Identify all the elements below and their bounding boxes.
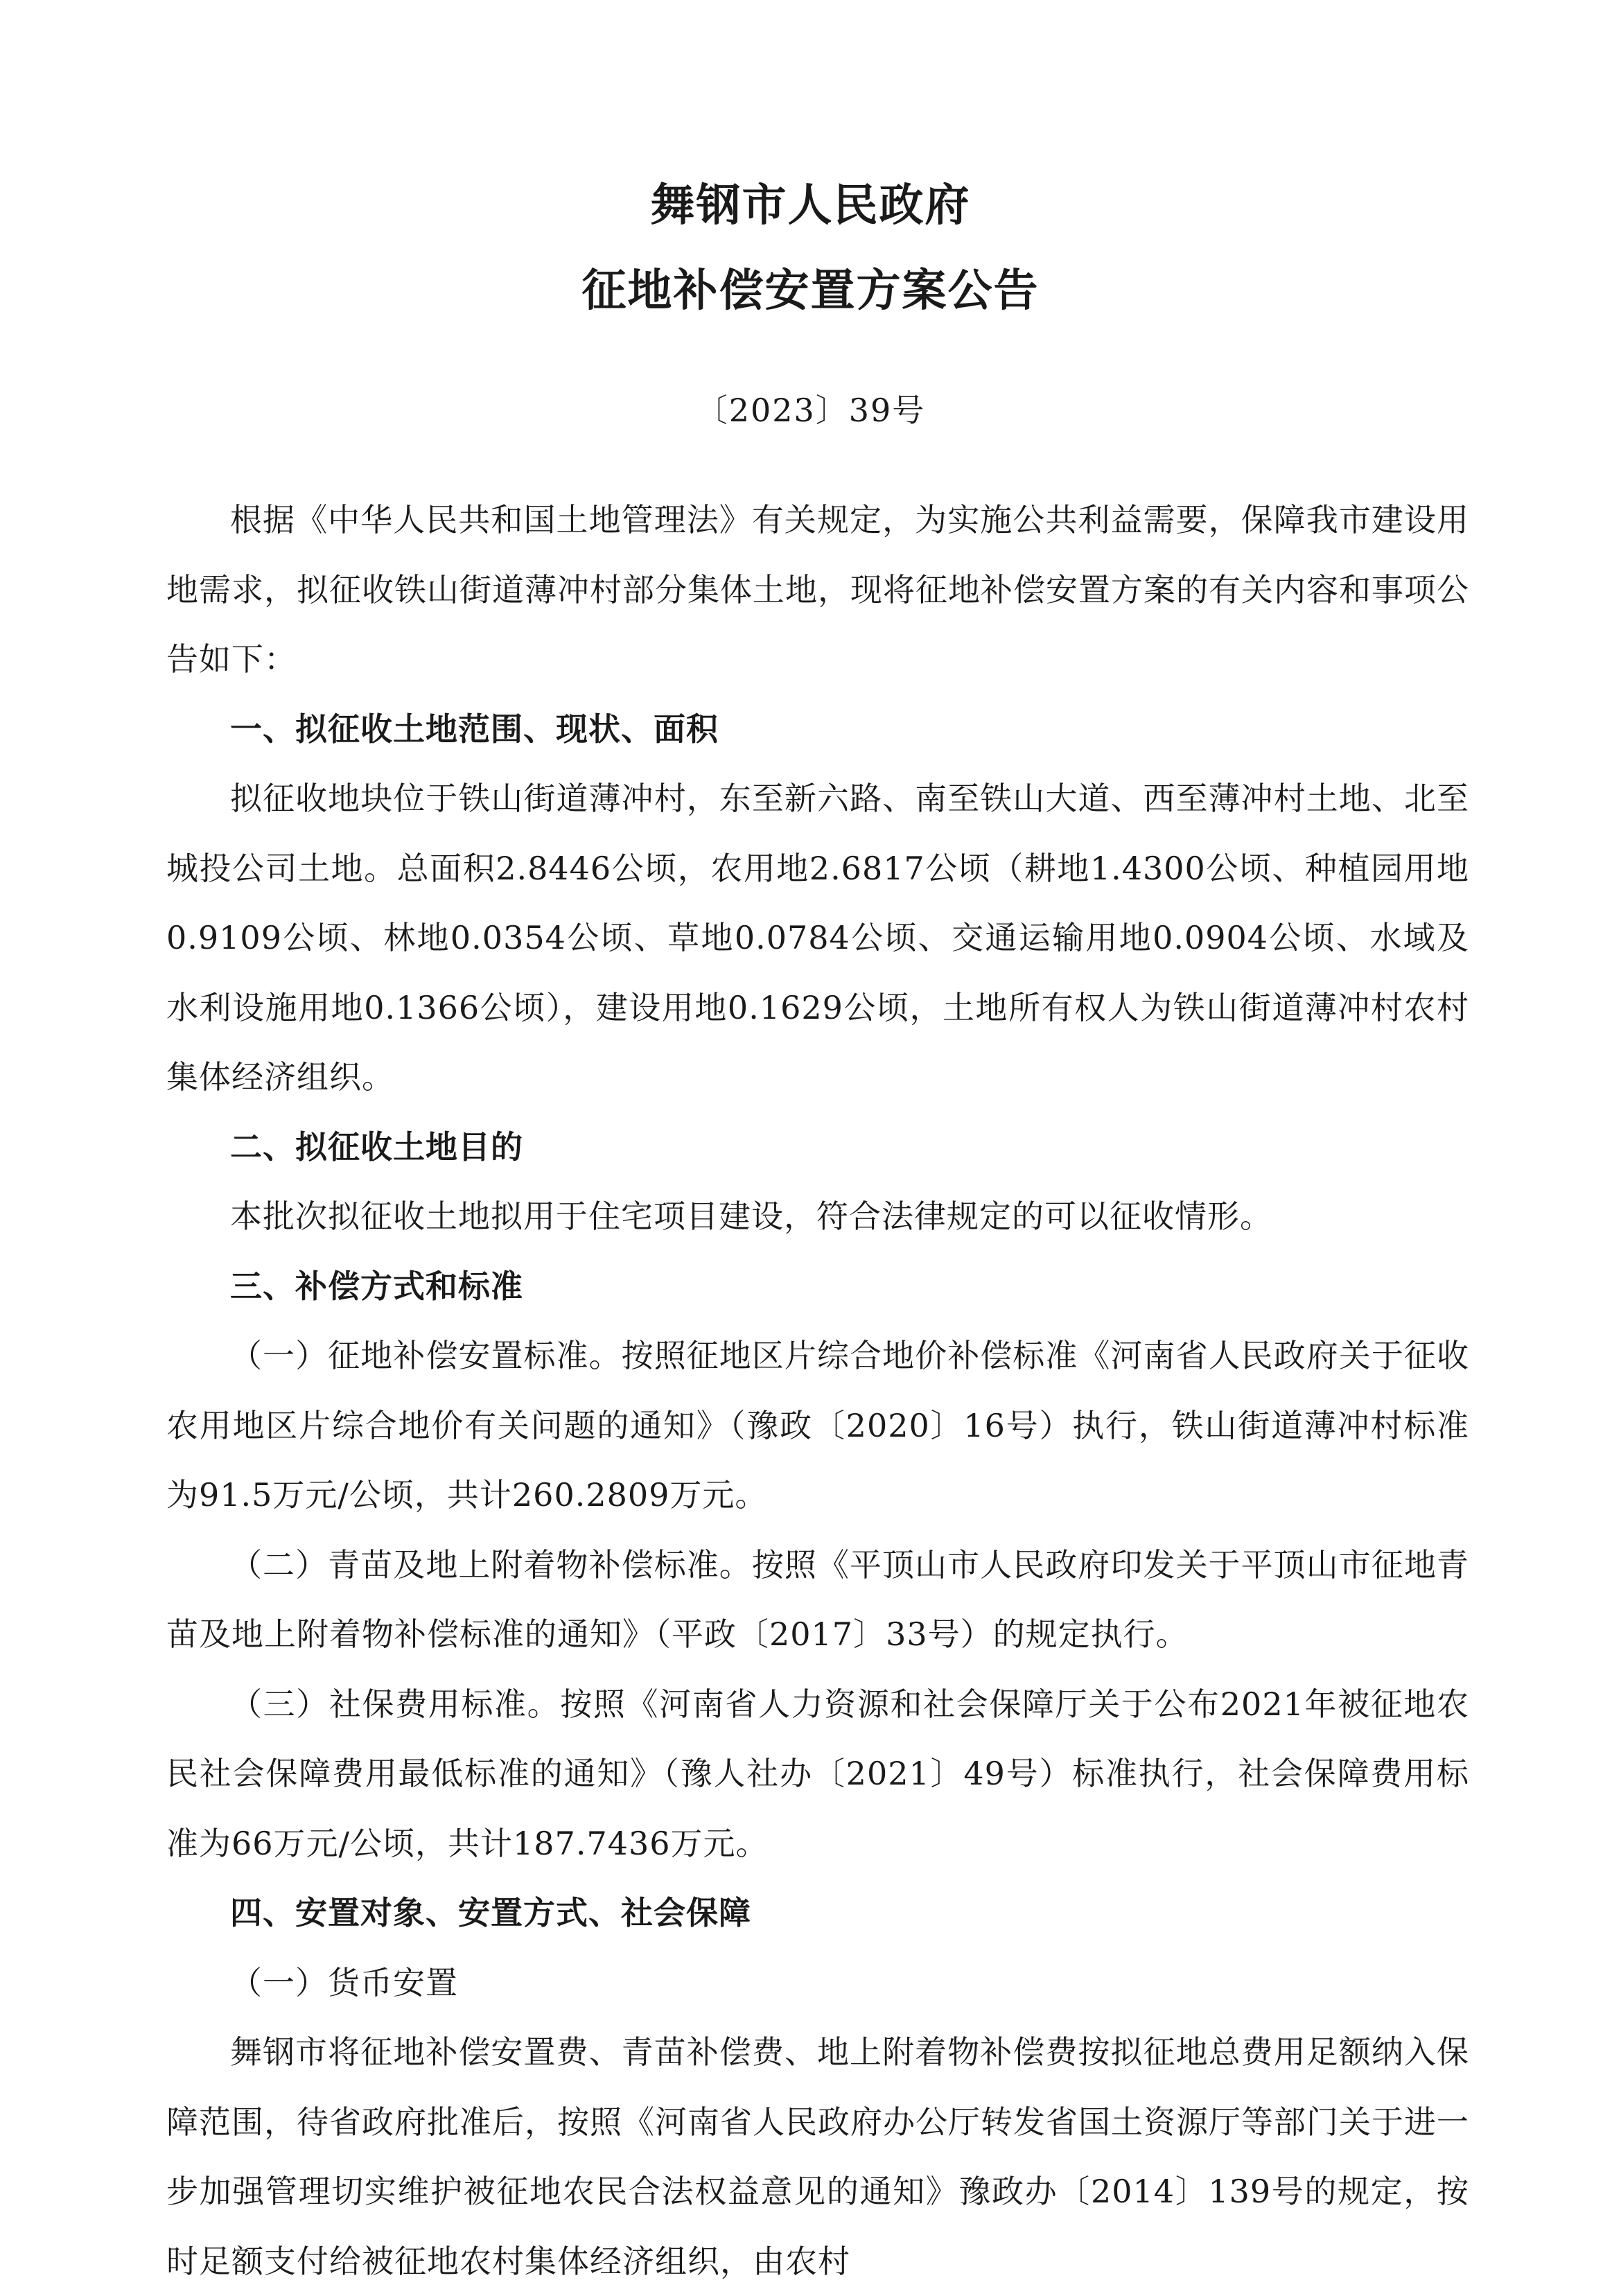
paragraph-land-scope: 拟征收地块位于铁山街道薄冲村，东至新六路、南至铁山大道、西至薄冲村土地、北至城投公司土地。总面积2.8446公顷，农用地2.6817公顷（耕地1.4300公顷、种植园用地0.9109公顷、林地0.0354公顷、草地0.0784公顷、交通运输用地0.0904公顷、水域及水利设施用地0.1366公顷），建设用地0.1629公顷，土地所有权人为铁山街道薄冲村农村集体经济组织。 (166, 780, 1469, 1096)
paragraph-social-security-standard: （三）社保费用标准。按照《河南省人力资源和社会保障厅关于公布2021年被征地农民社会保障费用最低标准的通知》（豫人社办〔2021〕49号）标准执行，社会保障费用标准为66万元/公顷，共计187.7436万元。 (166, 1685, 1469, 1862)
document-title-subject: 征地补偿安置方案公告 (581, 265, 1040, 317)
document-title-issuer: 舞钢市人民政府 (650, 180, 971, 231)
document-number: 〔2023〕39号 (695, 392, 926, 429)
section-heading-4: 四、安置对象、安置方式、社会保障 (230, 1894, 751, 1931)
section-heading-1: 一、拟征收土地范围、现状、面积 (230, 710, 719, 748)
document-body (166, 485, 1469, 2296)
paragraph-crops-standard: （二）青苗及地上附着物补偿标准。按照《平顶山市人民政府印发关于平顶山市征地青苗及地上附着物补偿标准的通知》（平政〔2017〕33号）的规定执行。 (166, 1545, 1469, 1653)
paragraph-purpose: 本批次拟征收土地拟用于住宅项目建设，符合法律规定的可以征收情形。 (230, 1198, 1272, 1235)
section-heading-3: 三、补偿方式和标准 (230, 1267, 523, 1305)
paragraph-compensation-standard: （一）征地补偿安置标准。按照征地区片综合地价补偿标准《河南省人民政府关于征收农用地区片综合地价有关问题的通知》（豫政〔2020〕16号）执行，铁山街道薄冲村标准为91.5万元/公顷，共计260.2809万元。 (166, 1337, 1469, 1514)
paragraph-subheading-monetary: （一）货币安置 (230, 1963, 458, 2001)
paragraph-monetary-resettlement: 舞钢市将征地补偿安置费、青苗补偿费、地上附着物补偿费按拟征地总费用足额纳入保障范围，待省政府批准后，按照《河南省人民政府办公厅转发省国土资源厅等部门关于进一步加强管理切实维护被征地农民合法权益意见的通知》豫政办〔2014〕139号的规定，按时足额支付给被征地农村集体经济组织，由农村 (166, 2033, 1469, 2280)
section-heading-2: 二、拟征收土地目的 (230, 1128, 523, 1166)
paragraph-intro: 根据《中华人民共和国土地管理法》有关规定，为实施公共利益需要，保障我市建设用地需求，拟征收铁山街道薄冲村部分集体土地，现将征地补偿安置方案的有关内容和事项公告如下： (166, 501, 1469, 678)
